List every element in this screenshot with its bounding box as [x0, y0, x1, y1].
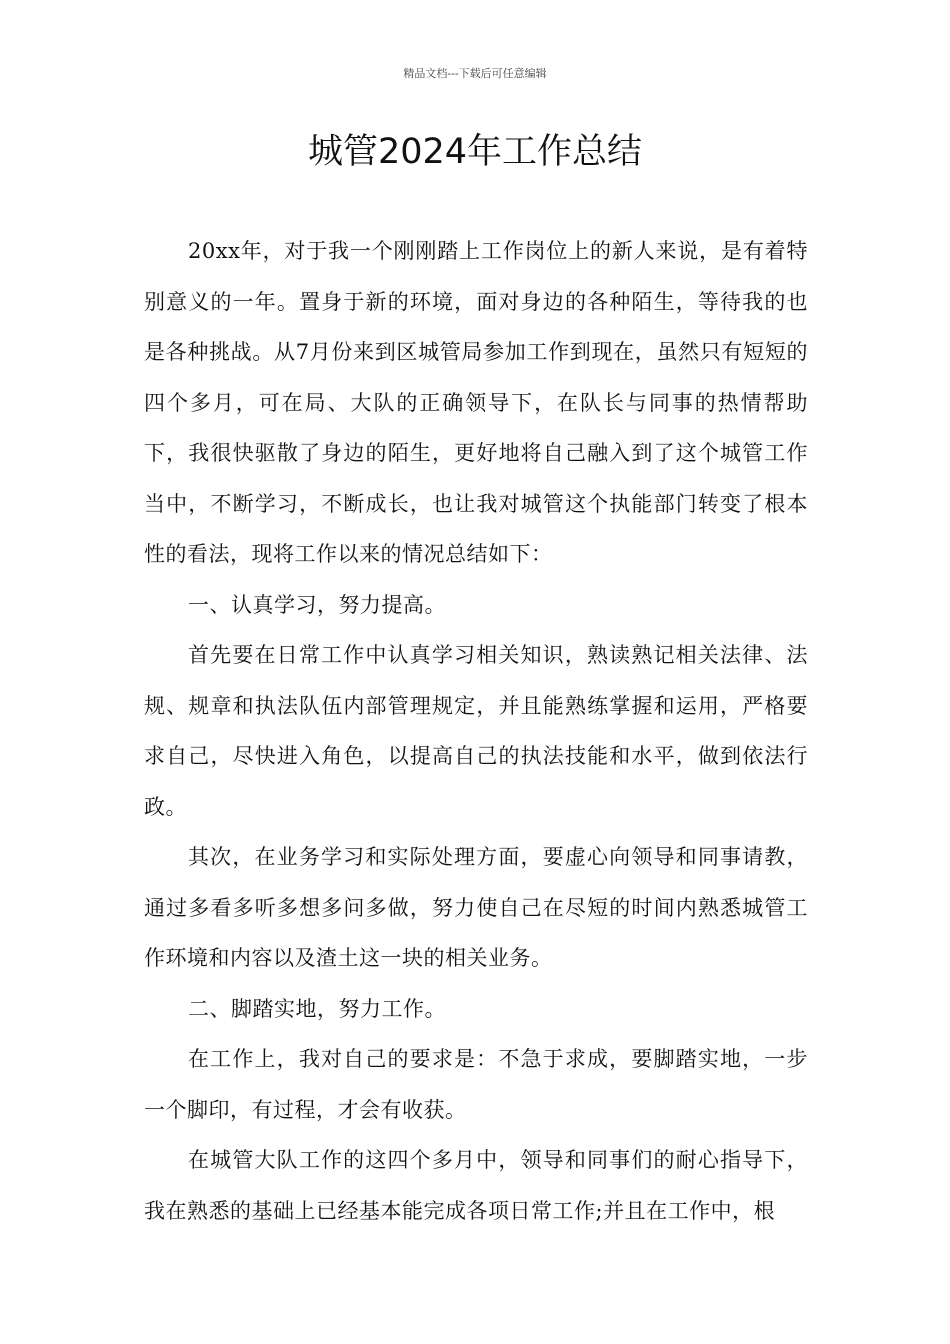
paragraph-work-attitude: 在工作上，我对自己的要求是：不急于求成，要脚踏实地，一步一个脚印，有过程，才会有收获。	[144, 1047, 808, 1122]
document-body	[144, 226, 808, 1236]
paragraph-intro: 20xx年，对于我一个刚刚踏上工作岗位上的新人来说，是有着特别意义的一年。置身于新的环境，面对身边的各种陌生，等待我的也是各种挑战。从7月份来到区城管局参加工作到现在，虽然只有短短的四个多月，可在局、大队的正确领导下，在队长与同事的热情帮助下，我很快驱散了身边的陌生，更好地将自己融入到了这个城管工作当中，不断学习，不断成长，也让我对城管这个执能部门转变了根本性的看法，现将工作以来的情况总结如下：	[144, 239, 808, 566]
paragraph-work-progress: 在城管大队工作的这四个多月中，领导和同事们的耐心指导下，我在熟悉的基础上已经基本能完成各项日常工作;并且在工作中，根	[144, 1148, 808, 1223]
header-note: 精品文档---下载后可任意编辑	[403, 67, 547, 80]
section-heading-1: 一、认真学习，努力提高。	[188, 592, 446, 617]
paragraph-study-first: 首先要在日常工作中认真学习相关知识，熟读熟记相关法律、法规、规章和执法队伍内部管理规定，并且能熟练掌握和运用，严格要求自己，尽快进入角色，以提高自己的执法技能和水平，做到依法行政。	[144, 643, 808, 819]
section-heading-2: 二、脚踏实地，努力工作。	[188, 996, 446, 1021]
document-title: 城管2024年工作总结	[307, 132, 643, 172]
paragraph-study-second: 其次，在业务学习和实际处理方面，要虚心向领导和同事请教，通过多看多听多想多问多做，努力使自己在尽短的时间内熟悉城管工作环境和内容以及渣土这一块的相关业务。	[144, 845, 808, 970]
